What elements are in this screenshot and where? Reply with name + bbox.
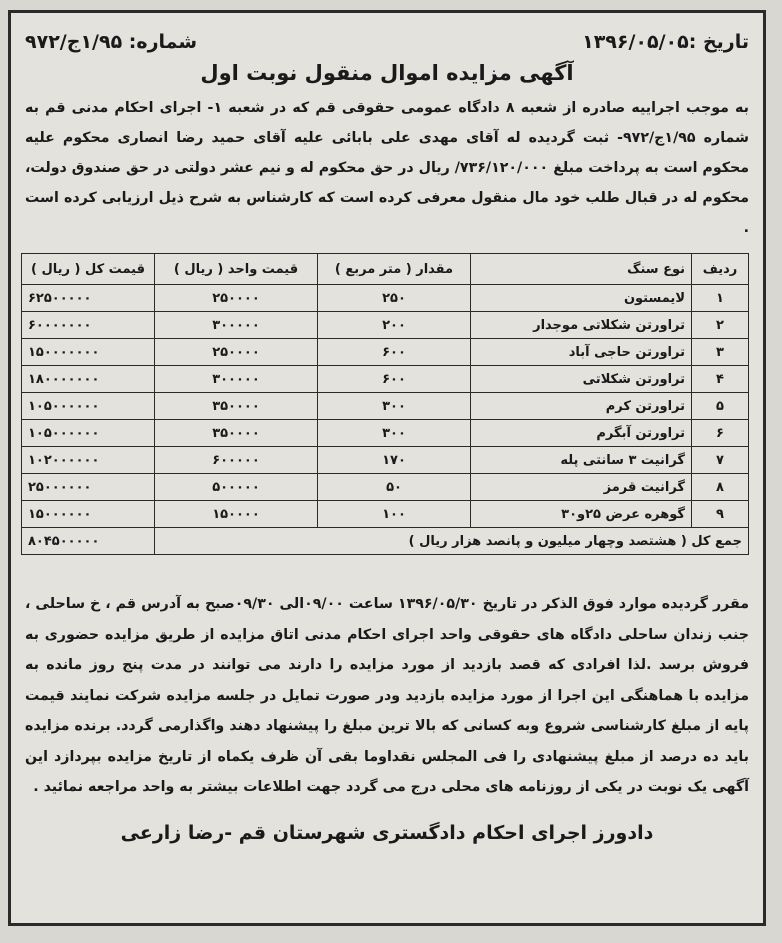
cell-row-number: ۳	[692, 339, 749, 366]
cell-quantity: ۲۰۰	[318, 312, 471, 339]
header-quantity: مقدار ( متر مربع )	[318, 254, 471, 285]
cell-unit-price: ۳۰۰۰۰۰	[155, 312, 318, 339]
notice-number: شماره: ۱/۹۵ج/۹۷۲	[25, 31, 198, 53]
header-total-price: قیمت کل ( ریال )	[22, 254, 155, 285]
cell-quantity: ۶۰۰	[318, 366, 471, 393]
cell-row-number: ۵	[692, 393, 749, 420]
cell-stone-type: گوهره عرض ۲۵و۳۰	[471, 501, 692, 528]
table-row	[22, 420, 749, 447]
cell-quantity: ۵۰	[318, 474, 471, 501]
newspaper-notice	[8, 10, 766, 926]
cell-stone-type: لایمستون	[471, 285, 692, 312]
cell-unit-price: ۳۰۰۰۰۰	[155, 366, 318, 393]
cell-unit-price: ۳۵۰۰۰۰	[155, 420, 318, 447]
cell-stone-type: گرانیت ۳ سانتی پله	[471, 447, 692, 474]
header-stone-type: نوع سنگ	[471, 254, 692, 285]
cell-stone-type: تراورتن شکلاتی موجدار	[471, 312, 692, 339]
table-sum-row	[22, 528, 749, 555]
cell-row-number: ۴	[692, 366, 749, 393]
intro-paragraph: به موجب اجراییه صادره از شعبه ۸ دادگاه عمومی حقوقی قم که در شعبه ۱- اجرای احکام مدنی قم به شماره ۱/۹۵ج/۹۷۲- ثبت گردیده له آقای مهدی علی بابائی علیه آقای حمید رضا انصاری محکوم علیه محکوم است به پرداخت مبلغ ۷۳۶/۱۲۰/۰۰۰/ ریال در حق محکوم له و نیم عشر دولتی در حق صندوق دولت، محکوم له در قبال طلب خود مال منقول معرفی کرده است که کارشناس به شرح ذیل ارزیابی کرده است .	[25, 100, 749, 236]
cell-quantity: ۱۰۰	[318, 501, 471, 528]
cell-total-price: ۱۵۰۰۰۰۰۰۰	[22, 339, 155, 366]
table-row	[22, 474, 749, 501]
cell-total-price: ۶۰۰۰۰۰۰۰	[22, 312, 155, 339]
table-row	[22, 393, 749, 420]
notice-header	[25, 25, 749, 59]
cell-total-price: ۱۵۰۰۰۰۰۰	[22, 501, 155, 528]
cell-row-number: ۲	[692, 312, 749, 339]
cell-quantity: ۳۰۰	[318, 393, 471, 420]
cell-row-number: ۷	[692, 447, 749, 474]
table-row	[22, 312, 749, 339]
cell-total-price: ۱۰۵۰۰۰۰۰۰	[22, 420, 155, 447]
cell-stone-type: تراورتن شکلاتی	[471, 366, 692, 393]
stone-valuation-table	[21, 253, 749, 555]
table-row	[22, 501, 749, 528]
cell-total-price: ۱۰۲۰۰۰۰۰۰	[22, 447, 155, 474]
cell-quantity: ۲۵۰	[318, 285, 471, 312]
cell-quantity: ۶۰۰	[318, 339, 471, 366]
cell-unit-price: ۲۵۰۰۰۰	[155, 285, 318, 312]
signature-line: دادورز اجرای احکام دادگستری شهرستان قم -رضا زارعی	[120, 821, 654, 844]
cell-row-number: ۸	[692, 474, 749, 501]
notice-date: تاریخ :۱۳۹۶/۰۵/۰۵	[582, 31, 749, 53]
cell-total-price: ۱۸۰۰۰۰۰۰۰	[22, 366, 155, 393]
cell-unit-price: ۶۰۰۰۰۰	[155, 447, 318, 474]
cell-stone-type: تراورتن کرم	[471, 393, 692, 420]
cell-unit-price: ۳۵۰۰۰۰	[155, 393, 318, 420]
table-header-row	[22, 254, 749, 285]
cell-stone-type: گرانیت قرمز	[471, 474, 692, 501]
notice-title: آگهی مزایده اموال منقول نوبت اول	[200, 61, 574, 85]
cell-quantity: ۱۷۰	[318, 447, 471, 474]
auction-details-paragraph: مقرر گردیده موارد فوق الذکر در تاریخ ۱۳۹۶/۰۵/۳۰ ساعت ۰۹/۰۰الی ۰۹/۳۰صبح به آدرس قم ، خ ساحلی ، جنب زندان ساحلی دادگاه های حقوقی واحد اجرای احکام مدنی اتاق مزایده از طریق مزایده حضوری به فروش برسد .لذا افرادی که قصد بازدید از مورد مزایده را دارند می توانند در مدت پنج روز مانده به مزایده با هماهنگی این اجرا از مورد مزایده بازدید ودر صورت تمایل در جلسه مزایده شرکت نمایند قیمت پایه از مبلغ کارشناسی شروع وبه کسانی که بالا ترین مبلغ را پیشنهاد دهند واگذارمی گردد. برنده مزایده باید ده درصد از مبلغ پیشنهادی را فی المجلس نقداوما بقی آن ظرف یکماه از تاریخ مزایده بپردازد این آگهی یک نوبت در یکی از روزنامه های محلی درج می گردد جهت اطلاعات بیشتر به واحد مراجعه نمائید .	[25, 596, 750, 795]
cell-quantity: ۳۰۰	[318, 420, 471, 447]
cell-total-price: ۲۵۰۰۰۰۰۰	[22, 474, 155, 501]
cell-row-number: ۶	[692, 420, 749, 447]
cell-unit-price: ۱۵۰۰۰۰	[155, 501, 318, 528]
sum-value: ۸۰۴۵۰۰۰۰۰	[22, 528, 155, 555]
cell-total-price: ۶۲۵۰۰۰۰۰	[22, 285, 155, 312]
table-row	[22, 447, 749, 474]
cell-stone-type: تراورتن حاجی آباد	[471, 339, 692, 366]
cell-row-number: ۹	[692, 501, 749, 528]
cell-unit-price: ۵۰۰۰۰۰	[155, 474, 318, 501]
cell-total-price: ۱۰۵۰۰۰۰۰۰	[22, 393, 155, 420]
header-unit-price: قیمت واحد ( ریال )	[155, 254, 318, 285]
table-row	[22, 339, 749, 366]
cell-stone-type: تراورتن آبگرم	[471, 420, 692, 447]
cell-row-number: ۱	[692, 285, 749, 312]
cell-unit-price: ۲۵۰۰۰۰	[155, 339, 318, 366]
table-row	[22, 366, 749, 393]
sum-label: جمع کل ( هشتصد وچهار میلیون و پانصد هزار ریال )	[155, 528, 749, 555]
table-row	[22, 285, 749, 312]
header-row-number: ردیف	[692, 254, 749, 285]
